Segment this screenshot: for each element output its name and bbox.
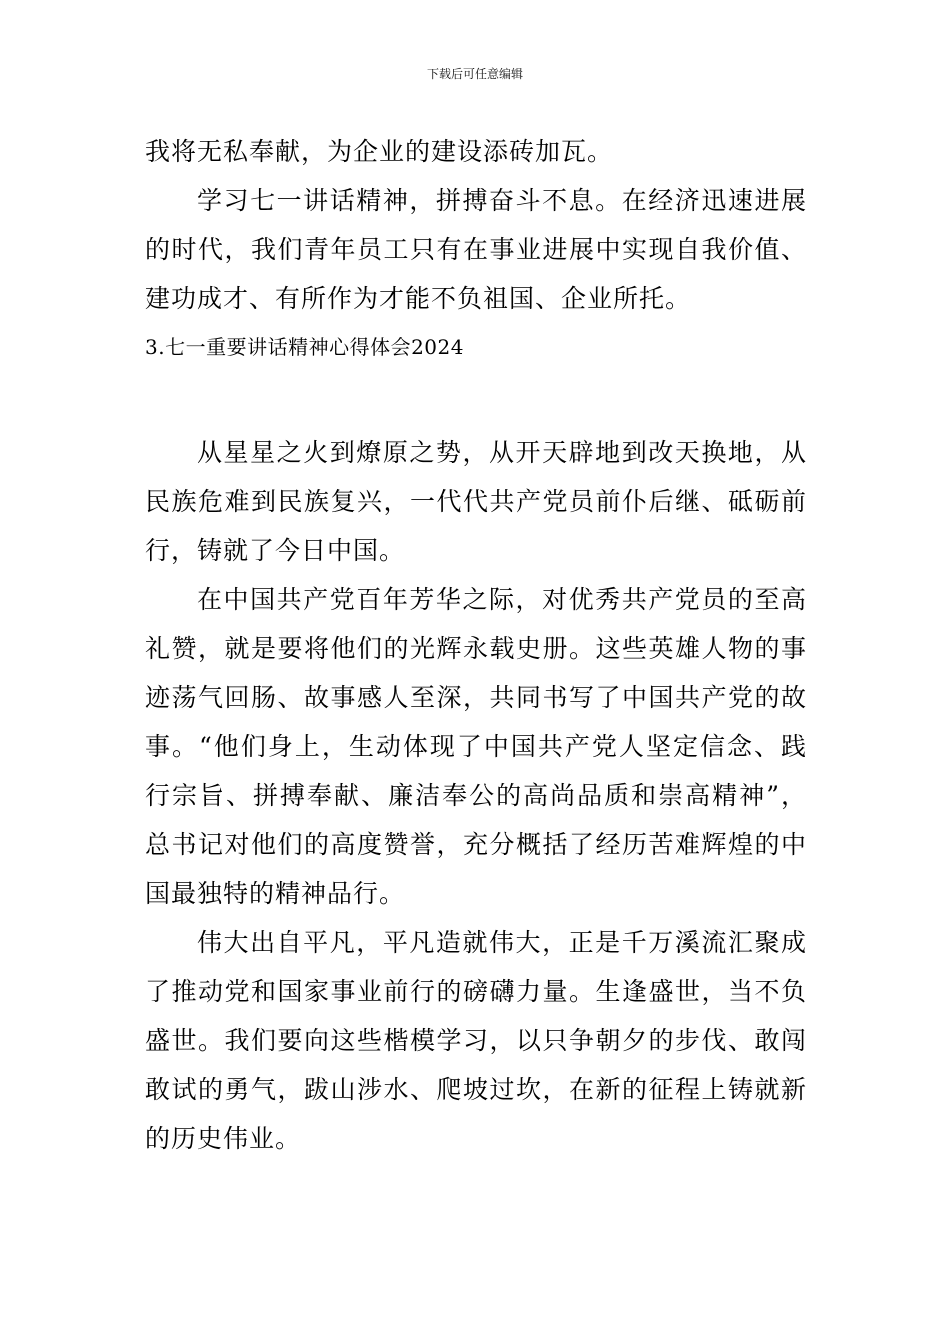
- section-spacer: [145, 371, 807, 428]
- document-body: [145, 127, 807, 1163]
- section-heading: 3.七一重要讲话精神心得体会2024: [145, 335, 464, 359]
- paragraph-continuation: 我将无私奉献，为企业的建设添砖加瓦。: [145, 137, 614, 166]
- paragraph: 在中国共产党百年芳华之际，对优秀共产党员的至高礼赞，就是要将他们的光辉永载史册。这些英雄人物的事迹荡气回肠、故事感人至深，共同书写了中国共产党的故事。“他们身上，生动体现了中国共产党人坚定信念、践行宗旨、拼搏奉献、廉洁奉公的高尚品质和崇高精神”，总书记对他们的高度赞誉，充分概括了经历苦难辉煌的中国最独特的精神品行。: [145, 585, 807, 908]
- page-header: 下载后可任意编辑: [426, 67, 523, 81]
- paragraph: 伟大出自平凡，平凡造就伟大，正是千万溪流汇聚成了推动党和国家事业前行的磅礴力量。生逢盛世，当不负盛世。我们要向这些楷模学习，以只争朝夕的步伐、敢闯敢试的勇气，跋山涉水、爬坡过坎，在新的征程上铸就新的历史伟业。: [145, 928, 807, 1153]
- paragraph: 学习七一讲话精神，拼搏奋斗不息。在经济迅速进展的时代，我们青年员工只有在事业进展中实现自我价值、建功成才、有所作为才能不负祖国、企业所托。: [145, 186, 807, 313]
- paragraph: 从星星之火到燎原之势，从开天辟地到改天换地，从民族危难到民族复兴，一代代共产党员前仆后继、砥砺前行，铸就了今日中国。: [145, 438, 807, 565]
